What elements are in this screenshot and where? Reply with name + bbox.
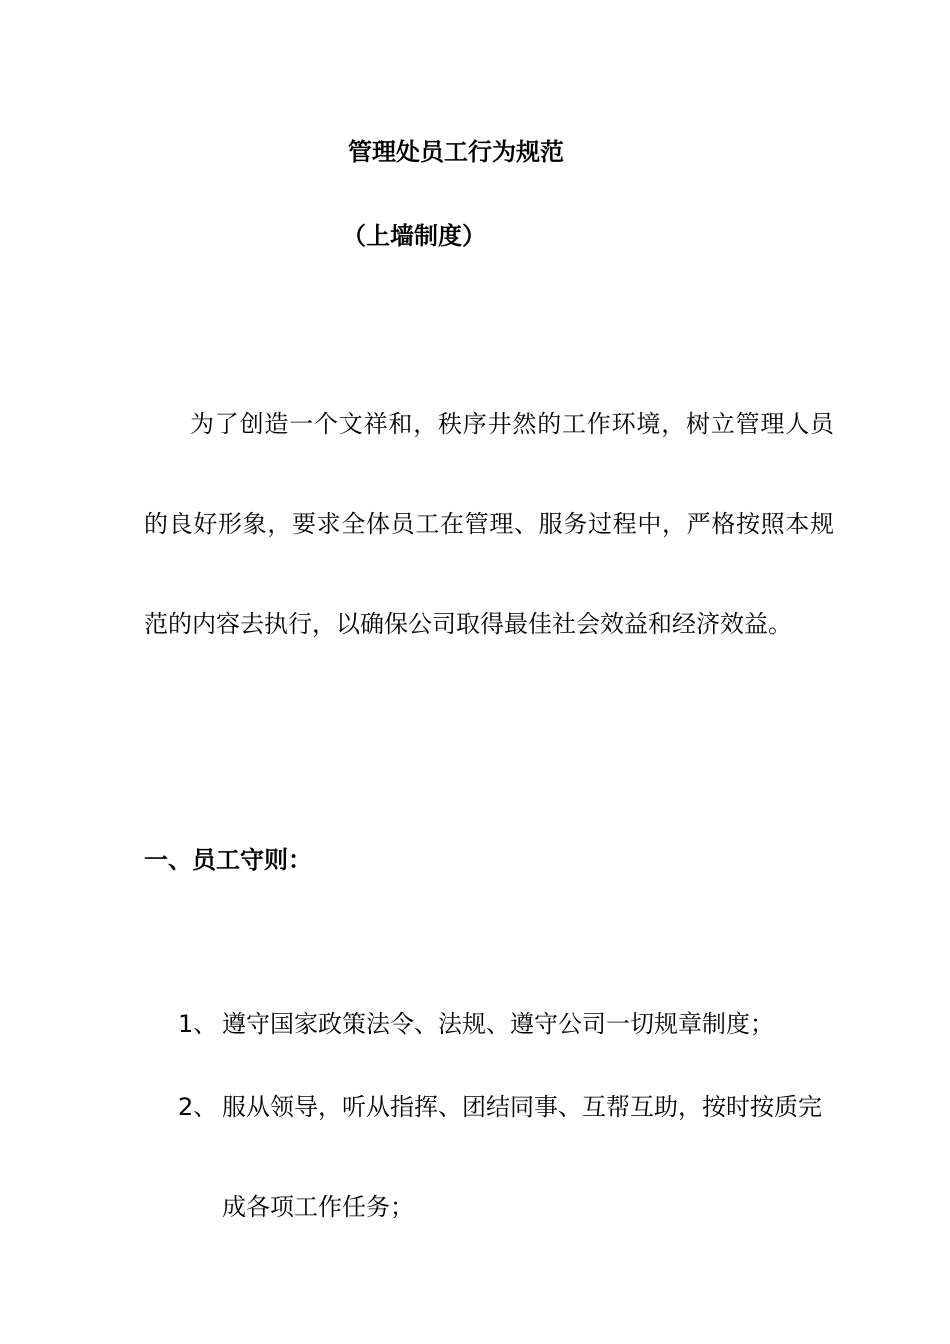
- rule-number: 1、: [178, 1010, 218, 1038]
- section-heading-employee-rules: 一、员工守则：: [144, 846, 312, 874]
- rule-number: 2、: [178, 1093, 218, 1121]
- document-subtitle: （上墙制度）: [342, 222, 486, 250]
- document-title: 管理处员工行为规范: [348, 138, 564, 166]
- rule-text: 服从领导，听从指挥、团结同事、互帮互助，按时按质完成各项工作任务；: [222, 1093, 822, 1221]
- rule-item: [178, 1090, 838, 1257]
- rule-item: [178, 1007, 838, 1041]
- rule-text: 遵守国家政策法令、法规、遵守公司一切规章制度；: [222, 1010, 774, 1038]
- intro-paragraph: 为了创造一个文祥和，秩序井然的工作环境，树立管理人员的良好形象，要求全体员工在管理、服务过程中，严格按照本规范的内容去执行，以确保公司取得最佳社会效益和经济效益。: [144, 410, 834, 638]
